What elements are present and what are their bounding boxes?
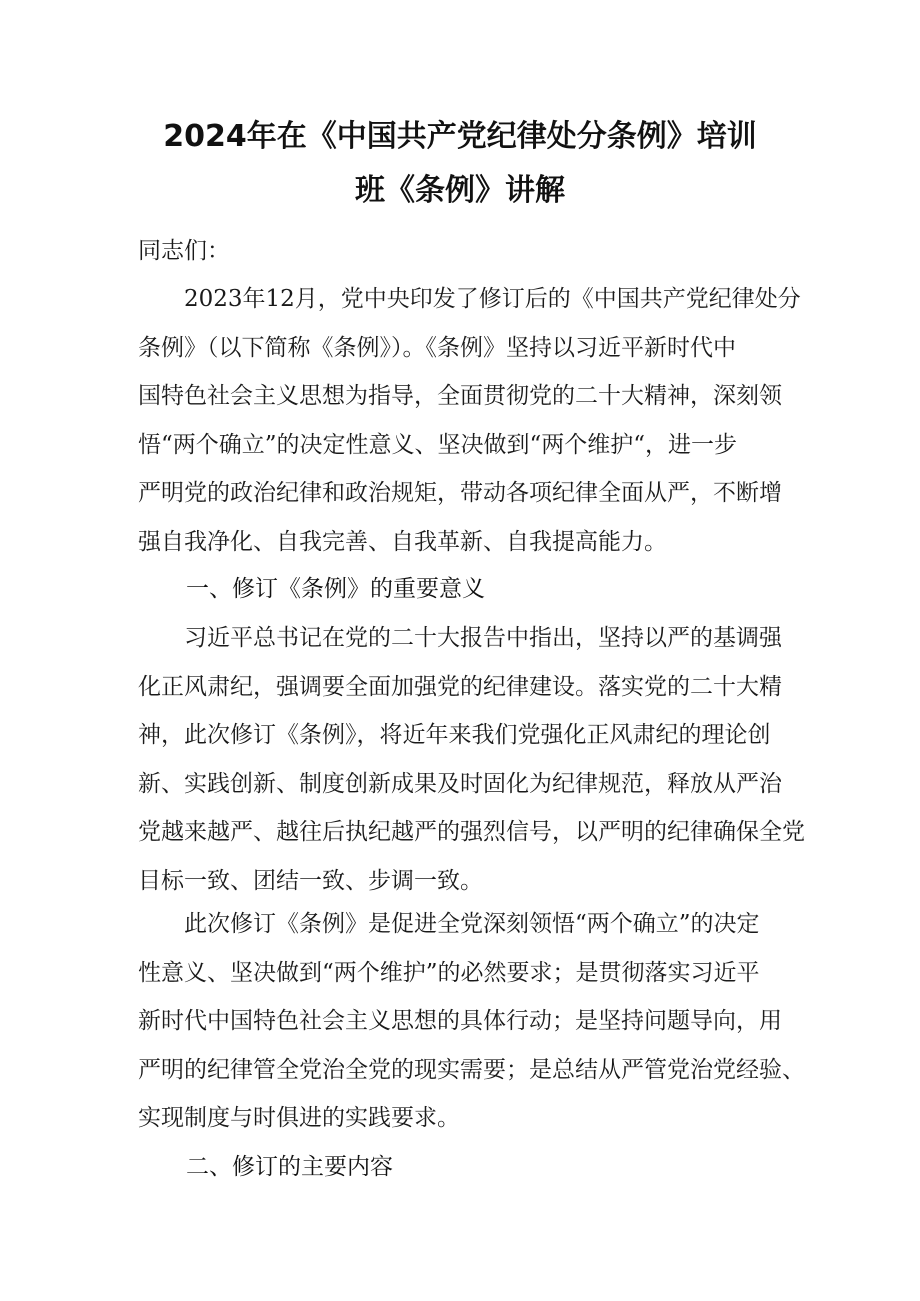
title-line-1: 2024年在《中国共产党纪律处分条例》培训 <box>163 119 757 154</box>
intro-line: 2023年12月，党中央印发了修订后的《中国共产党纪律处分 <box>138 286 801 312</box>
paragraph-line: 习近平总书记在党的二十大报告中指出，坚持以严的基调强 <box>138 625 782 651</box>
intro-paragraph <box>138 275 801 566</box>
section-2-heading: 二、修订的主要内容 <box>186 1154 393 1180</box>
paragraph-line: 化正风肃纪，强调要全面加强党的纪律建设。落实党的二十大精 <box>138 673 782 700</box>
paragraph-line: 性意义、坚决做到“两个维护”的必然要求；是贯彻落实习近平 <box>138 959 760 986</box>
paragraph-line: 此次修订《条例》是促进全党深刻领悟“两个确立”的决定 <box>138 911 760 937</box>
section-1-paragraph-1 <box>138 614 805 905</box>
intro-line: 严明党的政治纪律和政治规矩，带动各项纪律全面从严，不断增 <box>138 480 782 506</box>
paragraph-line: 新时代中国特色社会主义思想的具体行动；是坚持问题导向，用 <box>138 1008 782 1034</box>
intro-line: 强自我净化、自我完善、自我革新、自我提高能力。 <box>138 528 667 555</box>
salutation-block <box>138 227 798 276</box>
intro-line: 国特色社会主义思想为指导，全面贯彻党的二十大精神，深刻领 <box>138 383 782 409</box>
paragraph-line: 新、实践创新、制度创新成果及时固化为纪律规范，释放从严治 <box>138 770 782 797</box>
section-1-heading: 一、修订《条例》的重要意义 <box>186 576 485 602</box>
intro-line: 悟“两个确立”的决定性意义、坚决做到“两个维护“，进一步 <box>138 431 738 458</box>
salutation: 同志们： <box>138 238 230 264</box>
document-title <box>0 110 920 218</box>
paragraph-line: 神，此次修订《条例》，将近年来我们党强化正风肃纪的理论创 <box>138 722 771 748</box>
title-line-2: 班《条例》讲解 <box>355 173 565 208</box>
paragraph-line: 严明的纪律管全党治全党的现实需要；是总结从严管党治党经验、 <box>138 1056 805 1083</box>
section-1-paragraph-2 <box>138 900 805 1143</box>
paragraph-line: 目标一致、团结一致、步调一致。 <box>138 867 483 894</box>
paragraph-line: 党越来越严、越往后执纪越严的强烈信号，以严明的纪律确保全党 <box>138 819 805 845</box>
paragraph-line: 实现制度与时俱进的实践要求。 <box>138 1105 460 1131</box>
intro-line: 条例》（以下简称《条例》）。《条例》坚持以习近平新时代中 <box>138 334 736 361</box>
